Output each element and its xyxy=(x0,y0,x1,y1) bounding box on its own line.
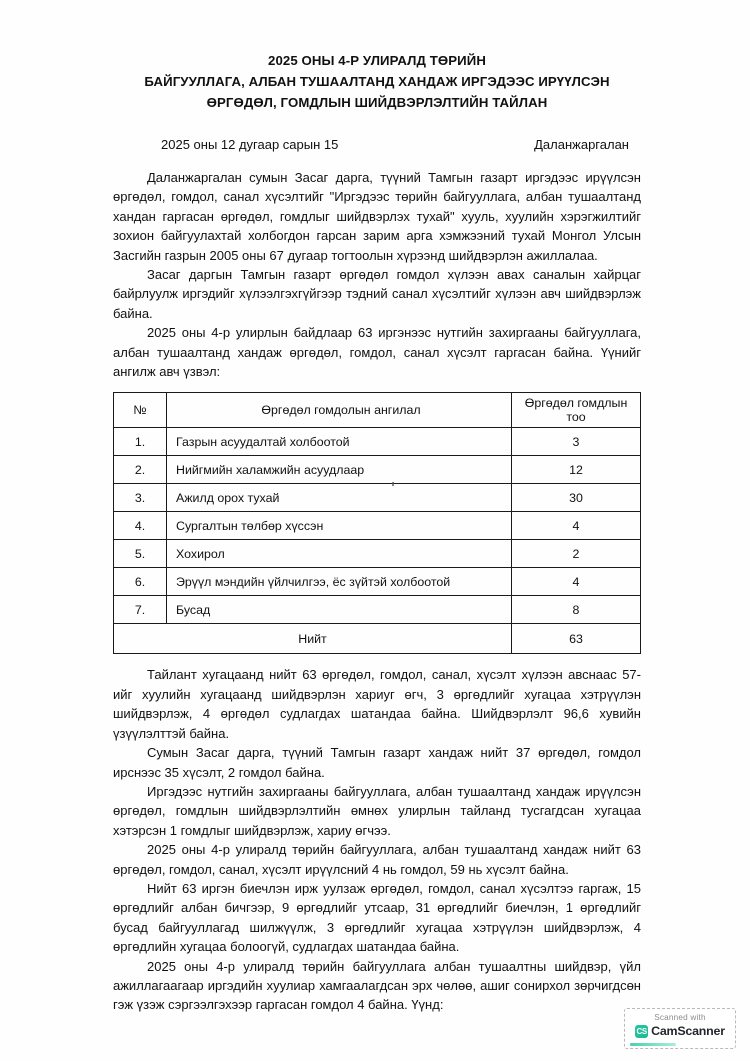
table-row xyxy=(114,568,641,596)
row-number: 5. xyxy=(114,540,167,568)
row-count: 4 xyxy=(512,568,641,596)
complaint-category-table xyxy=(113,392,641,654)
table-header-row xyxy=(114,393,641,428)
paragraph-intro-1: Даланжаргалан сумын Засаг дарга, түүний Тамгын газарт иргэдээс ирүүлсэн өргөдөл, гомдол, санал хүсэлтийг "Иргэдээс төрийн байгууллага, албан тушаалтанд хандан гаргасан өргөдөл, гомдлыг шийдвэрлэх тухай" хууль, хуулийн хэрэгжилтийг зохион байгуулахтай холбогдон гарсан зарим арга хэмжээний тухай Монгол Улсын Засгийн газрын 2005 оны 67 дугаар тогтоолын хүрээнд шийдвэрлэн ажиллалаа. xyxy=(113,170,641,263)
camscanner-top-text: Scanned with xyxy=(654,1013,706,1022)
table-row xyxy=(114,512,641,540)
row-count: 3 xyxy=(512,428,641,456)
row-count: 8 xyxy=(512,596,641,624)
row-category: Газрын асуудалтай холбоотой xyxy=(167,428,512,456)
table-row xyxy=(114,596,641,624)
row-number: 7. xyxy=(114,596,167,624)
row-number: 4. xyxy=(114,512,167,540)
table-header-count: Өргөдөл гомдлын тоо xyxy=(512,393,641,428)
table-body xyxy=(114,428,641,654)
paragraph-body-2: Сумын Засаг дарга, түүний Тамгын газарт хандаж нийт 37 өргөдөл, гомдол ирснээс 35 хүсэлт, 2 гомдол байна. xyxy=(113,745,641,780)
document-place: Даланжаргалан xyxy=(534,137,629,152)
row-count: 4 xyxy=(512,512,641,540)
table-total-row xyxy=(114,624,641,654)
row-category: Бусад xyxy=(167,596,512,624)
paragraph-intro-3: 2025 оны 4-р улирлын байдлаар 63 иргэнээс нутгийн захиргааны байгууллага, албан тушаалтанд хандаж өргөдөл, гомдол, санал хүсэлт гаргасан байна. Үүнийг ангилж авч үзвэл: xyxy=(113,325,641,380)
table-header-no: № xyxy=(114,393,167,428)
row-category: Сургалтын төлбөр хүссэн xyxy=(167,512,512,540)
title-line-3: ӨРГӨДӨЛ, ГОМДЛЫН ШИЙДВЭРЛЭЛТИЙН ТАЙЛАН xyxy=(206,95,548,110)
row-number: 1. xyxy=(114,428,167,456)
document-title xyxy=(113,50,641,113)
camscanner-brand xyxy=(625,1024,735,1038)
row-category: Нийгмийн халамжийн асуудлаар xyxy=(167,456,512,484)
total-count: 63 xyxy=(512,624,641,654)
row-number: 2. xyxy=(114,456,167,484)
paragraph-body-5: Нийт 63 иргэн биечлэн ирж уулзаж өргөдөл, гомдол, санал хүсэлтээ гаргаж, 15 өргөдлийг албан бичгээр, 9 өргөдлийг утсаар, 31 өргөдлийг биечлэн, 1 өргөдлийг бусад байгууллагад шилжүүлж, 3 өргөдлийг хугацаа хэтрүүлэн шийдвэрлэж, 4 өргөдлийн хугацаа болоогүй, судлагдах шатандаа байна. xyxy=(113,880,641,955)
row-count: 2 xyxy=(512,540,641,568)
title-line-2: БАЙГУУЛЛАГА, АЛБАН ТУШААЛТАНД ХАНДАЖ ИРГЭДЭЭС ИРҮҮЛСЭН xyxy=(144,74,610,89)
camscanner-underline xyxy=(630,1043,676,1046)
paragraph-body-3: Иргэдээс нутгийн захиргааны байгууллага, албан тушаалтанд хандаж ирүүлсэн өргөдөл, гомдлын шийдвэрлэлтийн өмнөх улирлын тайланд тусгагдсан хугацаа хэтэрсэн 1 гомдлыг шийдвэрлэж, хариу өгчээ. xyxy=(113,783,641,838)
paragraph-body-1: Тайлант хугацаанд нийт 63 өргөдөл, гомдол, санал, хүсэлт хүлээн авснаас 57-ийг хуулийн хугацаанд шийдвэрлэн хариуг өгч, 3 өргөдлийг хугацаа хэтрүүлэн шийдвэрлэж, 4 өргөдөл судлагдах шатандаа байна. Шийдвэрлэлт 96,6 хувийн үзүүлэлттэй байна. xyxy=(113,667,641,741)
scan-artifact-speck xyxy=(392,482,394,486)
camscanner-name: CamScanner xyxy=(651,1024,725,1038)
row-category: Ажилд орох тухай xyxy=(167,484,512,512)
paragraph-body-4: 2025 оны 4-р улиралд төрийн байгууллага, албан тушаалтанд хандаж нийт 63 өргөдөл, гомдол, санал, хүсэлт ирүүлсний 4 нь гомдол, 59 нь хүсэлт байна. xyxy=(113,842,641,877)
table-row xyxy=(114,456,641,484)
table-header-category: Өргөдөл гомдолын ангилал xyxy=(167,393,512,428)
total-label: Нийт xyxy=(114,624,512,654)
row-count: 12 xyxy=(512,456,641,484)
table-row xyxy=(114,540,641,568)
paragraph-body-6: 2025 оны 4-р улиралд төрийн байгууллага албан тушаалтны шийдвэр, үйл ажиллагаагаар иргэдийн хуулиар хамгаалагдсан эрх чөлөө, ашиг сонирхол зөрчигдсөн гэж үзэж сэргээлгэхээр гаргасан гомдол 4 байна. Үүнд: xyxy=(113,958,641,1013)
table-row xyxy=(114,484,641,512)
document-date: 2025 оны 12 дугаар сарын 15 xyxy=(161,137,339,152)
row-count: 30 xyxy=(512,484,641,512)
camscanner-watermark xyxy=(624,1008,736,1049)
title-line-1: 2025 ОНЫ 4-Р УЛИРАЛД ТӨРИЙН xyxy=(268,53,486,68)
date-place-row xyxy=(113,137,641,152)
row-category: Хохирол xyxy=(167,540,512,568)
camscanner-logo-icon: CS xyxy=(636,1026,647,1036)
document-content xyxy=(113,50,641,1015)
row-number: 3. xyxy=(114,484,167,512)
paragraph-intro-2: Засаг даргын Тамгын газарт өргөдөл гомдол хүлээн авах саналын хайрцаг байрлуулж иргэдийг хүлээлгэхгүйгээр тэдний санал хүсэлтийг хүлээн авч шийдвэрлэж байна. xyxy=(113,267,641,321)
table-row xyxy=(114,428,641,456)
row-category: Эрүүл мэндийн үйлчилгээ, ёс зүйтэй холбоотой xyxy=(167,568,512,596)
row-number: 6. xyxy=(114,568,167,596)
